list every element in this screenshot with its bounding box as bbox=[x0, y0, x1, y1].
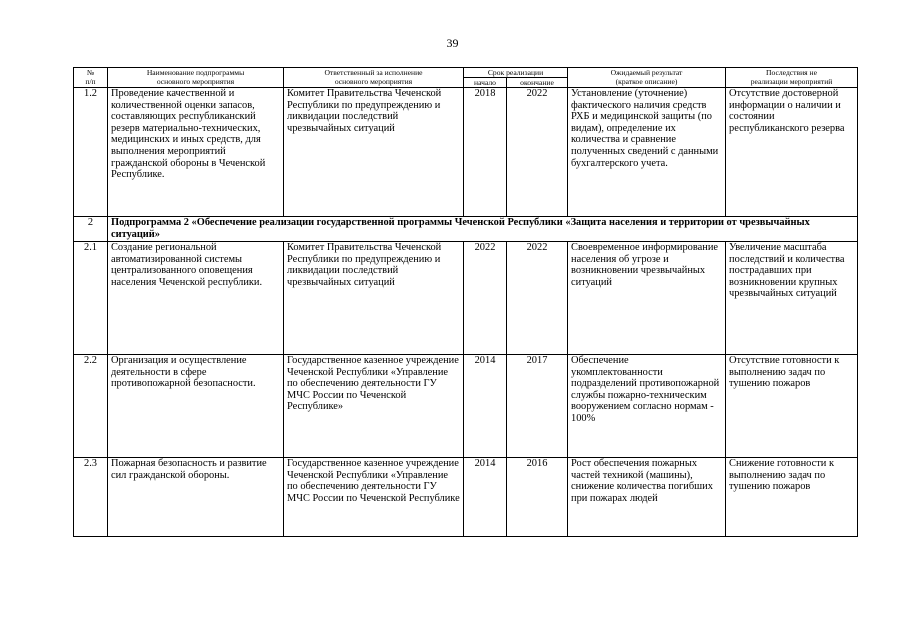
row-name: Пожарная безопасность и развитие сил гражданской обороны. bbox=[108, 458, 284, 537]
row-end-year: 2017 bbox=[507, 355, 568, 458]
row-end-year: 2022 bbox=[507, 242, 568, 355]
row-expected-result: Рост обеспечения пожарных частей техникой (машины), снижение количества погибших при пожарах людей bbox=[568, 458, 726, 537]
row-num: 2.1 bbox=[74, 242, 108, 355]
header-expected-result: Ожидаемый результат (краткое описание) bbox=[568, 68, 726, 88]
row-start-year: 2014 bbox=[464, 458, 507, 537]
table-row bbox=[74, 458, 858, 537]
row-consequences: Увеличение масштаба последствий и количества пострадавших при возникновении крупных чрезвычайных ситуаций bbox=[726, 242, 858, 355]
header-term: Срок реализации bbox=[464, 68, 568, 78]
subprogram-num: 2 bbox=[74, 217, 108, 242]
row-responsible: Государственное казенное учреждение Чеченской Республики «Управление по обеспечению деятельности ГУ МЧС России по Чеченской Республике» bbox=[284, 355, 464, 458]
row-start-year: 2014 bbox=[464, 355, 507, 458]
row-name: Проведение качественной и количественной оценки запасов, составляющих республиканский резерв материально-технических, медицинских и иных средств, для выполнения мероприятий гражданской обороны в Чеченской Республике. bbox=[108, 88, 284, 217]
row-end-year: 2016 bbox=[507, 458, 568, 537]
row-num: 2.3 bbox=[74, 458, 108, 537]
header-name: Наименование подпрограммы основного мероприятия bbox=[108, 68, 284, 88]
row-consequences: Отсутствие достоверной информации о наличии и состоянии республиканского резерва bbox=[726, 88, 858, 217]
header-start: начало bbox=[464, 78, 507, 88]
row-responsible: Комитет Правительства Чеченской Республики по предупреждению и ликвидации последствий чрезвычайных ситуаций bbox=[284, 88, 464, 217]
row-expected-result: Своевременное информирование населения об угрозе и возникновении чрезвычайных ситуаций bbox=[568, 242, 726, 355]
table-row bbox=[74, 355, 858, 458]
row-name: Организация и осуществление деятельности в сфере противопожарной безопасности. bbox=[108, 355, 284, 458]
row-start-year: 2022 bbox=[464, 242, 507, 355]
page-number: 39 bbox=[446, 36, 459, 50]
header-num: № п/п bbox=[74, 68, 108, 88]
table-row bbox=[74, 242, 858, 355]
row-end-year: 2022 bbox=[507, 88, 568, 217]
row-consequences: Снижение готовности к выполнению задач по тушению пожаров bbox=[726, 458, 858, 537]
table-header bbox=[74, 68, 858, 88]
row-responsible: Государственное казенное учреждение Чеченской Республики «Управление по обеспечению деятельности ГУ МЧС России по Чеченской Республике bbox=[284, 458, 464, 537]
table-row bbox=[74, 88, 858, 217]
header-consequences: Последствия не реализации мероприятий bbox=[726, 68, 858, 88]
row-start-year: 2018 bbox=[464, 88, 507, 217]
row-expected-result: Установление (уточнение) фактического наличия средств РХБ и медицинской защиты (по видам), определение их количества и сравнение полученных сведений с данными бухгалтерского учета. bbox=[568, 88, 726, 217]
row-responsible: Комитет Правительства Чеченской Республики по предупреждению и ликвидации последствий чрезвычайных ситуаций bbox=[284, 242, 464, 355]
subprogram-title: Подпрограмма 2 «Обеспечение реализации государственной программы Чеченской Республики «Защита населения и территории от чрезвычайных ситуаций» bbox=[108, 217, 858, 242]
row-consequences: Отсутствие готовности к выполнению задач по тушению пожаров bbox=[726, 355, 858, 458]
row-num: 2.2 bbox=[74, 355, 108, 458]
row-expected-result: Обеспечение укомплектованности подразделений противопожарной службы пожарно-техническим вооружением согласно нормам - 100% bbox=[568, 355, 726, 458]
header-responsible: Ответственный за исполнение основного мероприятия bbox=[284, 68, 464, 88]
row-num: 1.2 bbox=[74, 88, 108, 217]
header-end: окончание bbox=[507, 78, 568, 88]
program-measures-table bbox=[73, 67, 858, 537]
subprogram-row bbox=[74, 217, 858, 242]
row-name: Создание региональной автоматизированной системы централизованного оповещения населения Чеченской республики. bbox=[108, 242, 284, 355]
